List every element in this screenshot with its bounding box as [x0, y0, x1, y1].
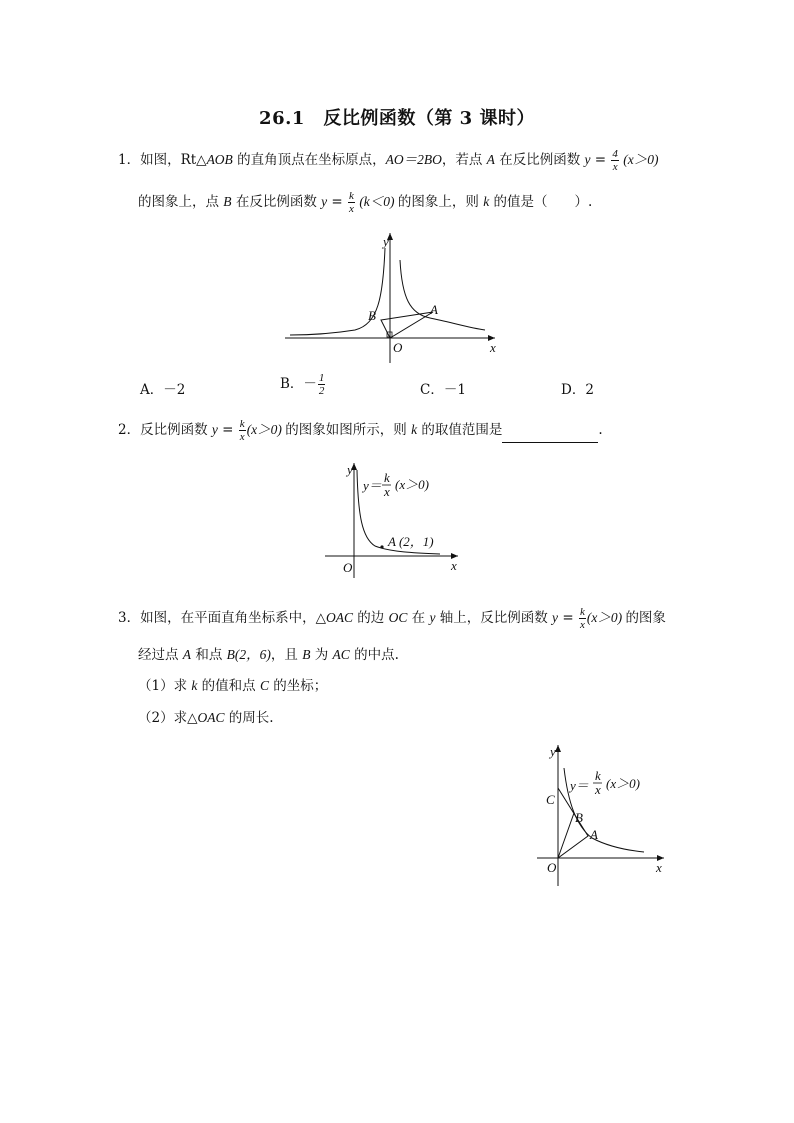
q2-point-a	[380, 545, 383, 548]
q3-text: 轴上，反比例函数	[435, 610, 553, 626]
q1-option-d[interactable]	[561, 378, 594, 398]
q3-triangle-oac	[558, 788, 588, 858]
q1-label-o: O	[393, 340, 403, 355]
q1-condition: (x＞0)	[619, 152, 659, 167]
q3-label-o: O	[547, 860, 557, 875]
option-text: －2	[163, 382, 186, 398]
q1-equal: =	[590, 152, 611, 168]
q2-label-y: y	[347, 462, 353, 477]
q1-point-a: A	[486, 152, 495, 167]
q1-fraction-2	[348, 190, 355, 215]
q1-text: 的图象上，则	[397, 194, 484, 210]
q2-equal: =	[217, 422, 238, 438]
q2-text: 2．反比例函数	[118, 422, 212, 438]
q3-var-y: y	[552, 610, 559, 625]
q3-frac-num: k	[579, 606, 585, 618]
q1-var-k: k	[483, 194, 490, 209]
q3-sub1	[138, 676, 327, 696]
q3-func-y: y＝	[570, 778, 589, 793]
q1-option-a[interactable]	[140, 378, 185, 398]
q1-equation: AO＝2BO	[385, 152, 442, 167]
q3-label-b: B	[575, 810, 583, 825]
q3-text: 的坐标；	[269, 678, 328, 694]
option-text: －1	[443, 382, 466, 398]
q2-frac-den: x	[239, 431, 245, 443]
q2-text: 的图象如图所示，则	[285, 422, 412, 438]
q3-func-num: k	[595, 768, 601, 783]
q1-text: 的图象上，点	[138, 194, 224, 210]
q1-text: 在反比例函数	[231, 194, 322, 210]
q2-var-y: y	[211, 422, 218, 437]
q3-sub2	[138, 708, 274, 728]
option-text: －	[303, 376, 317, 392]
q1-text: 的值是（ ）.	[489, 194, 593, 210]
q1-label-b: B	[368, 308, 376, 323]
q3-point-a: A	[182, 647, 192, 662]
q2-text: 的取值范围是	[417, 422, 503, 438]
q1-line2	[138, 190, 592, 215]
q3-text: 和点	[191, 647, 227, 663]
q1-condition-2: (k＜0)	[355, 194, 398, 209]
q3-y-arrow	[555, 745, 561, 752]
q3-label-c: C	[546, 792, 555, 807]
q2-frac-num: k	[239, 418, 245, 430]
q2-figure	[320, 460, 470, 580]
q1-frac-num: 4	[612, 148, 618, 160]
q1-line1	[118, 148, 659, 173]
option-frac-num: 1	[318, 372, 325, 384]
q3-label-a: A	[590, 827, 598, 842]
q3-label-y: y	[550, 744, 556, 759]
q2-func-y: y＝	[363, 478, 382, 493]
q2-period: .	[598, 422, 603, 438]
q3-triangle: OAC	[325, 610, 353, 625]
option-letter: B．	[280, 376, 304, 392]
q1-option-c[interactable]	[420, 378, 466, 398]
q3-b-coord: (2，6)	[234, 647, 271, 662]
q3-point-b: B	[226, 647, 235, 662]
q3-text: 在	[407, 610, 430, 626]
q1-text: ，若点	[441, 152, 487, 168]
q2-func-den: x	[384, 484, 390, 499]
q3-text: 的图象	[625, 610, 666, 626]
q1-triangle-aob	[381, 312, 433, 338]
q2-func-cond: (x＞0)	[395, 477, 429, 492]
q2-label-o: O	[343, 560, 353, 575]
q3-side-oc: OC	[388, 610, 408, 625]
q2-fraction	[239, 418, 246, 443]
q3-text: （2）求△	[138, 710, 198, 726]
q3-line1	[118, 606, 666, 631]
q3-text: 经过点	[138, 647, 183, 663]
q1-curve-right	[400, 260, 485, 330]
q2-func-num: k	[384, 470, 390, 485]
q3-var-k: k	[191, 678, 198, 693]
q3-text: 的值和点	[197, 678, 260, 694]
option-letter: A．	[140, 382, 164, 398]
q1-var-y: y	[584, 152, 591, 167]
q2-condition: (x＞0)	[246, 422, 286, 437]
q3-func-den: x	[595, 782, 601, 797]
q2-line	[118, 418, 603, 443]
q1-text: 的直角顶点在坐标原点，	[232, 152, 386, 168]
q1-label-y: y	[383, 234, 389, 249]
q3-point-b: B	[302, 647, 311, 662]
q3-text: 的周长.	[224, 710, 274, 726]
q1-fraction	[611, 148, 619, 173]
q1-triangle: AOB	[206, 152, 233, 167]
q1-frac-den: x	[612, 161, 618, 173]
option-fraction	[318, 372, 326, 397]
q2-answer-blank[interactable]	[502, 428, 598, 443]
q2-point-label: A (2，1)	[388, 534, 434, 549]
q3-func-cond: (x＞0)	[606, 776, 640, 791]
q1-label-x: x	[490, 340, 496, 355]
q3-y-axis-name: y	[429, 610, 436, 625]
q3-point-c: C	[259, 678, 269, 693]
q1-text: 在反比例函数	[494, 152, 585, 168]
q3-segment-ob	[558, 813, 574, 858]
q1-option-b[interactable]	[280, 372, 326, 397]
option-letter: C．	[420, 382, 444, 398]
q3-text: ，且	[270, 647, 303, 663]
q1-figure	[280, 228, 510, 368]
option-frac-den: 2	[318, 385, 325, 397]
q3-side-ac: AC	[332, 647, 350, 662]
option-letter: D．	[561, 382, 586, 398]
q3-text: 的中点.	[349, 647, 399, 663]
q1-frac2-num: k	[349, 190, 354, 202]
q3-text: 的边	[352, 610, 389, 626]
q3-text: （1）求	[138, 678, 192, 694]
q1-label-a: A	[430, 302, 438, 317]
q1-frac2-den: x	[349, 203, 354, 215]
q3-line2	[138, 645, 399, 665]
q3-text: 3．如图，在平面直角坐标系中，△	[118, 610, 326, 626]
q3-triangle: OAC	[197, 710, 225, 725]
q3-frac-den: x	[579, 619, 585, 631]
q3-text: 为	[310, 647, 333, 663]
q2-label-x: x	[451, 558, 457, 573]
q1-point-b: B	[223, 194, 232, 209]
q3-fraction	[579, 606, 586, 631]
q2-var-k: k	[411, 422, 418, 437]
page-title: 26.1 反比例函数（第 3 课时）	[259, 108, 535, 129]
q3-label-x: x	[656, 860, 662, 875]
q1-equal: =	[327, 194, 348, 210]
q3-equal: =	[558, 610, 578, 626]
q3-condition: (x＞0)	[586, 610, 626, 625]
option-text: 2	[585, 382, 594, 398]
q1-text: 1．如图，Rt△	[118, 152, 207, 168]
q1-var-y: y	[321, 194, 328, 209]
q3-figure	[532, 740, 682, 890]
